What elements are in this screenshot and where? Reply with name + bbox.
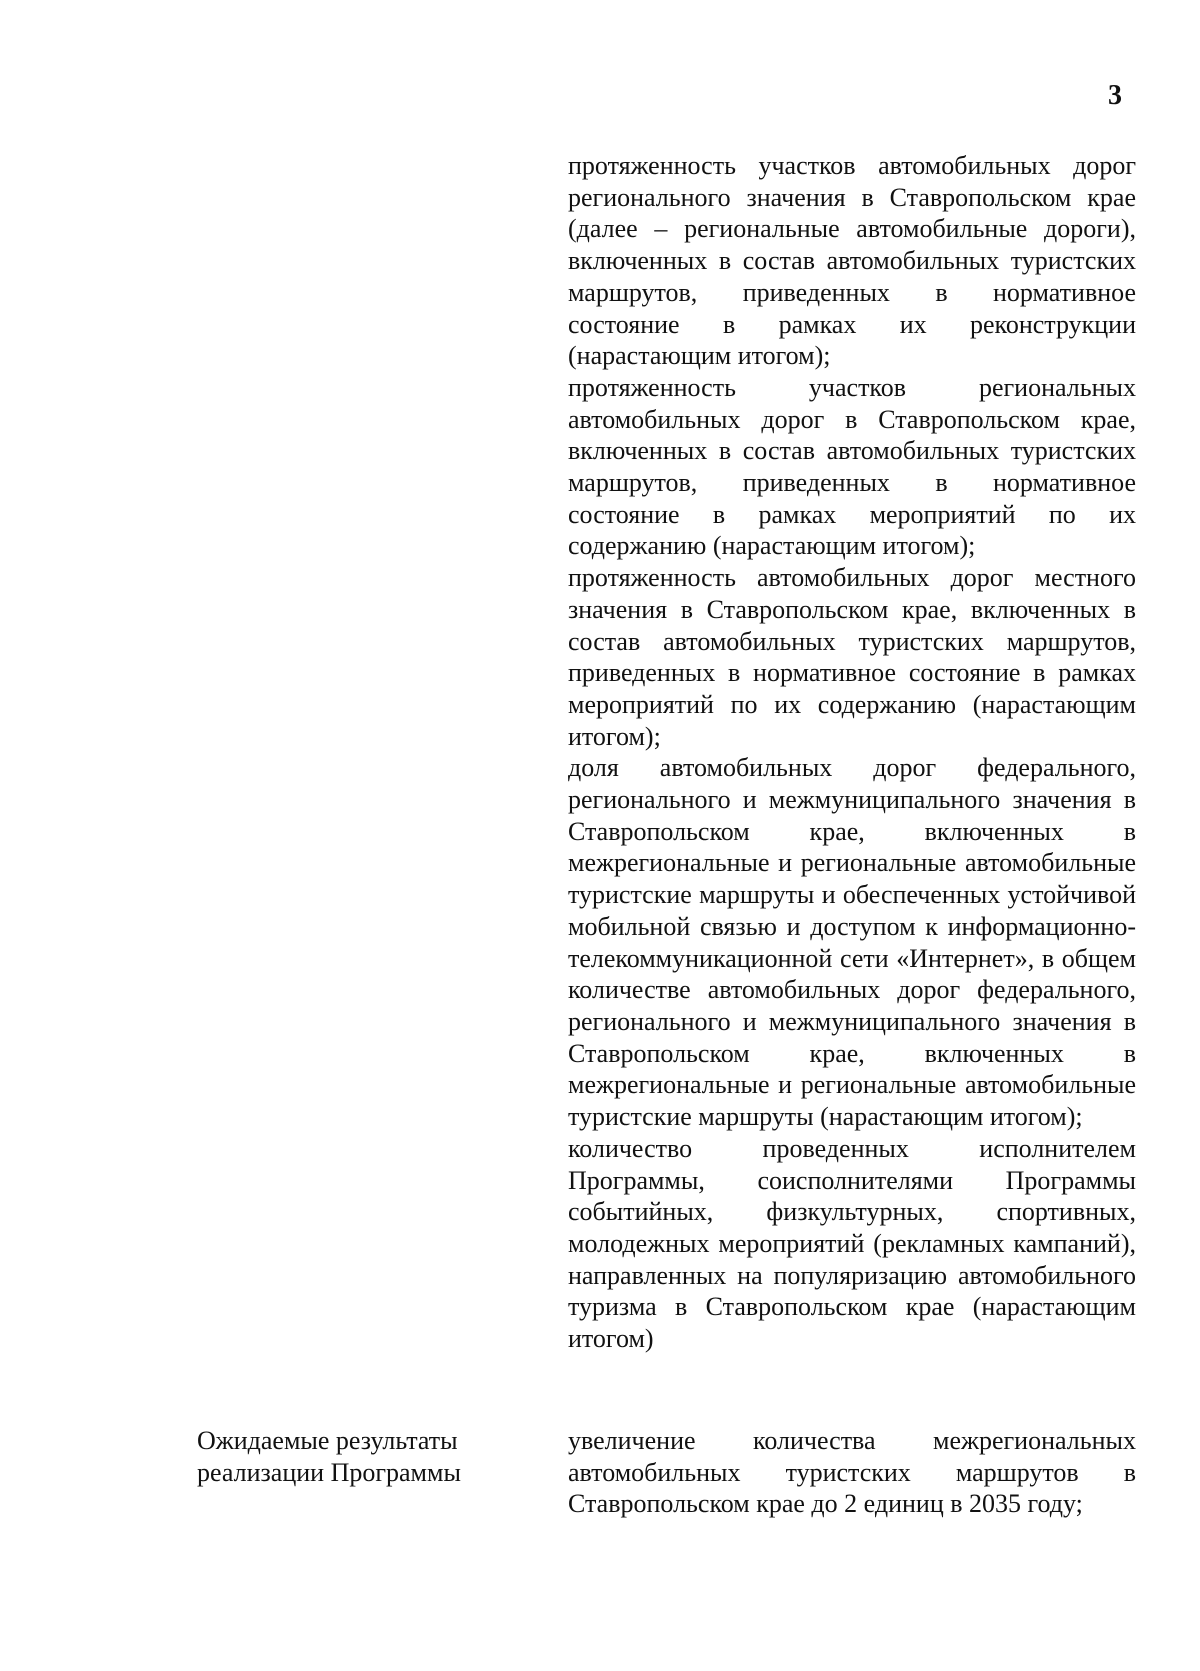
indicator-paragraph: протяженность участков автомобильных дорог регионального значения в Ставропольском крае (далее – региональные автомобильные дороги), включенных в состав автомобильных туристских маршрутов, приведенных в нормативное состояние в рамках их реконструкции (нарастающим итогом); <box>568 151 1136 371</box>
indicator-paragraph: доля автомобильных дорог федерального, регионального и межмуниципального значения в Ставропольском крае, включенных в межрегиональные и региональные автомобильные туристские маршруты и обеспеченных устойчивой мобильной связью и доступом к информационно-телекоммуникационной сети «Интернет», в общем количестве автомобильных дорог федерального, регионального и межмуниципального значения в Ставропольском крае, включенных в межрегиональные и региональные автомобильные туристские маршруты (нарастающим итогом); <box>568 753 1136 1132</box>
expected-results-label <box>197 1425 497 1488</box>
indicator-paragraph: количество проведенных исполнителем Программы, соисполнителями Программы событийных, физкультурных, спортивных, молодежных мероприятий (рекламных кампаний), направленных на популяризацию автомобильного туризма в Ставропольском крае (нарастающим итогом) <box>568 1133 1136 1354</box>
page-number: 3 <box>1108 80 1122 111</box>
indicator-paragraph: протяженность участков региональных автомобильных дорог в Ставропольском крае, включенных в состав автомобильных туристских маршрутов, приведенных в нормативное состояние в рамках мероприятий по их содержанию (нарастающим итогом); <box>568 372 1136 561</box>
indicators-list <box>568 150 1136 1355</box>
indicator-paragraph: протяженность автомобильных дорог местного значения в Ставропольском крае, включенных в состав автомобильных туристских маршрутов, приведенных в нормативное состояние в рамках мероприятий по их содержанию (нарастающим итогом); <box>568 563 1136 751</box>
expected-results-label-line: реализации Программы <box>197 1457 461 1487</box>
expected-result-paragraph: увеличение количества межрегиональных автомобильных туристских маршрутов в Ставропольском крае до 2 единиц в 2035 году; <box>568 1426 1136 1519</box>
expected-results-label-line: Ожидаемые результаты <box>197 1426 458 1455</box>
expected-results-text <box>568 1425 1136 1520</box>
